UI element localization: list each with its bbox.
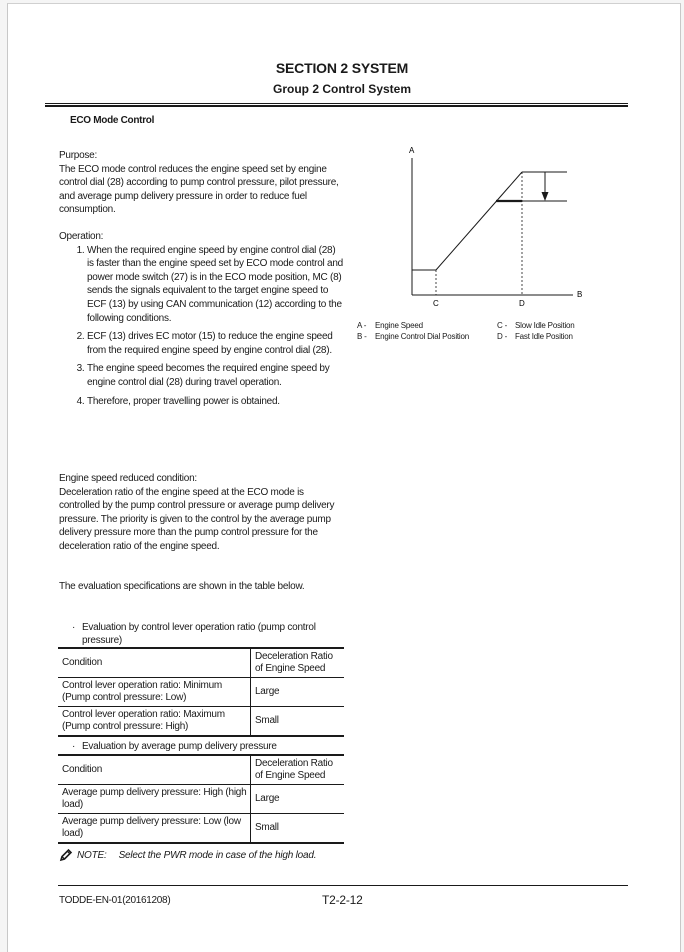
header-deceleration-ratio: Deceleration Ratio of Engine Speed [251,755,345,785]
bullet-dot: · [72,622,76,633]
axis-label-b: B [577,290,583,299]
footer-rule [58,885,628,886]
header-condition: Condition [58,755,251,785]
cell-condition: Average pump delivery pressure: Low (low load) [58,814,251,844]
document-code: TODDE-EN-01(20161208) [59,895,171,906]
table1-bullet-text: Evaluation by control lever operation ratio (pump control pressure) [82,622,316,646]
table1-bullet [72,621,342,647]
table-header-row [58,755,344,785]
group-title: Group 2 Control System [272,82,412,96]
page-number: T2-2-12 [322,893,363,907]
operation-step: 2. ECF (13) drives EC motor (15) to reduce the engine speed from the required engine speed by engine control dial (28). [87,330,344,357]
subheading: ECO Mode Control [70,115,155,126]
header-deceleration-ratio: Deceleration Ratio of Engine Speed [251,648,345,678]
legend-label: Engine Speed [375,321,423,330]
legend-label: Slow Idle Position [515,321,575,330]
engine-speed-diagram [395,140,595,315]
header-rule-thick [45,105,628,107]
table-row [58,678,344,707]
reduced-condition-block [59,472,344,554]
reduced-condition-label: Engine speed reduced condition: [59,473,197,484]
legend-item [357,332,469,343]
axis-label-c: C [433,299,439,308]
legend-item [497,321,575,332]
cell-ratio: Large [251,678,345,707]
cell-ratio: Small [251,707,345,737]
axis-label-d: D [519,299,525,308]
note [59,848,316,862]
axis-label-a: A [409,146,415,155]
section-title: SECTION 2 SYSTEM [275,60,409,76]
table2-bullet [72,740,342,753]
reduced-condition-text: Deceleration ratio of the engine speed at the ECO mode is controlled by the pump control pressure or average pump delivery pressure. The priority is given to the control by the average pump delivery pressure more than the pump control pressure for the deceleration ratio of the engine speed. [59,486,335,552]
speed-ramp-line [436,172,522,270]
pencil-icon [59,848,73,862]
cell-ratio: Small [251,814,345,844]
note-text: Select the PWR mode in case of the high load. [118,849,317,861]
cell-ratio: Large [251,785,345,814]
operation-step: 4. Therefore, proper travelling power is obtained. [87,395,344,409]
purpose-label: Purpose: [59,150,98,161]
header-rule-thin [45,103,628,104]
evaluation-spec-text: The evaluation specifications are shown in the table below. [59,581,305,592]
legend-label: Fast Idle Position [515,331,573,341]
legend-item [497,332,575,343]
cell-condition: Average pump delivery pressure: High (high load) [58,785,251,814]
legend-key: B - [357,331,367,341]
operation-step: 3. The engine speed becomes the required engine speed by engine control dial (28) during travel operation. [87,362,344,389]
purpose-text: The ECO mode control reduces the engine speed set by engine control dial (28) according to pump control pressure, pilot pressure, and average pump delivery pressure in order to reduce fuel consumption. [59,163,339,216]
purpose-block [59,149,344,217]
table2-bullet-text: Evaluation by average pump delivery pressure [82,741,277,752]
diagram-legend-left [357,321,469,342]
legend-key: A - [357,321,367,330]
table-row [58,707,344,737]
table-row [58,785,344,814]
legend-key: C - [497,321,508,330]
bullet-dot: · [72,741,76,752]
operation-label: Operation: [59,231,104,242]
legend-key: D - [497,331,508,341]
header-condition: Condition [58,648,251,678]
reduction-arrow-head [542,192,549,201]
table-header-row [58,648,344,678]
cell-condition: Control lever operation ratio: Maximum (Pump control pressure: High) [58,707,251,737]
operation-block [59,230,344,413]
operation-step: 1. When the required engine speed by engine control dial (28) is faster than the engine speed set by ECO mode control and power mode switch (27) is in the ECO mode position, MC (8) sends the signals equivalent to the target engine speed to ECF (13) by using CAN communication (12) according to the following conditions. [87,244,344,326]
table-average-pump-pressure [58,754,344,844]
table-control-lever-ratio [58,647,344,737]
table-row [58,814,344,844]
diagram-legend-right [497,321,575,342]
operation-steps [59,244,344,409]
legend-label: Engine Control Dial Position [375,331,470,341]
legend-item [357,321,469,332]
cell-condition: Control lever operation ratio: Minimum (Pump control pressure: Low) [58,678,251,707]
note-label: NOTE: [77,849,107,861]
